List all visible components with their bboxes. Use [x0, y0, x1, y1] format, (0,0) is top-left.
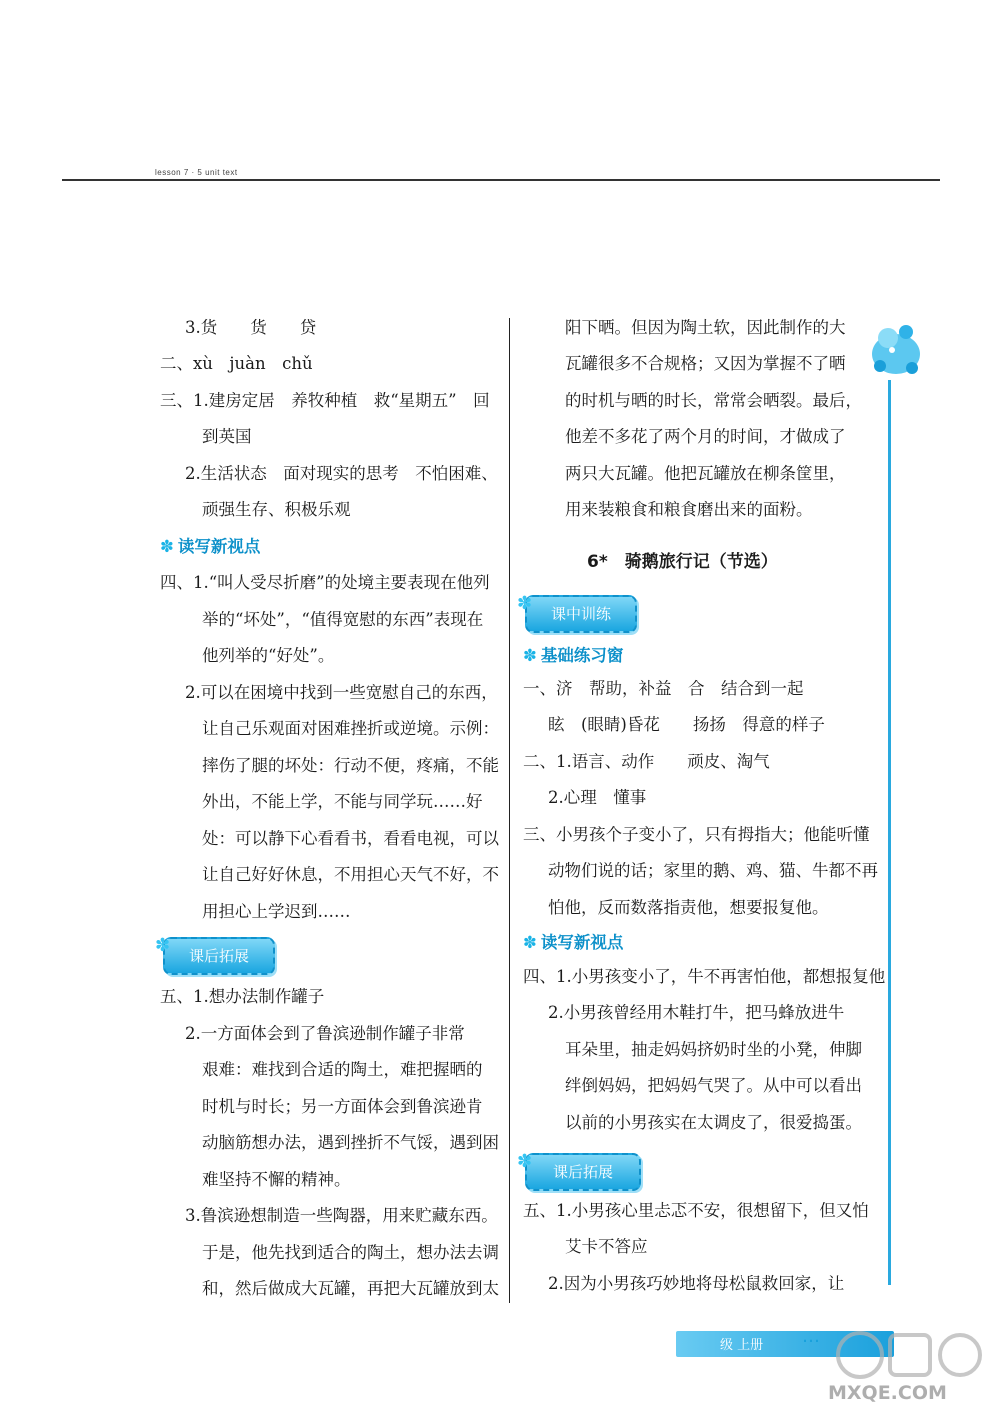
- section-tag: ✽ 课后拓展: [163, 937, 275, 975]
- answer-line: 的时机与晒的时长，常常会晒裂。最后，: [565, 391, 862, 410]
- answer-line: 三、小男孩个子变小了，只有拇指大；他能听懂: [523, 825, 870, 844]
- answer-line: 2.生活状态 面对现实的思考 不怕困难、: [185, 464, 498, 483]
- answer-line: 以前的小男孩实在太调皮了，很爱捣蛋。: [565, 1113, 862, 1132]
- answer-line: 3.货 货 贷: [185, 318, 317, 337]
- star-icon: ✽: [160, 537, 174, 556]
- running-head: lesson 7 · 5 unit text: [155, 168, 238, 177]
- answer-line: 他差不多花了两个月的时间，才做成了: [565, 427, 846, 446]
- answer-line: 用担心上学迟到……: [202, 902, 351, 921]
- answer-line: 2.心理 懂事: [548, 788, 647, 807]
- answer-line: 2.小男孩曾经用木鞋打牛，把马蜂放进牛: [548, 1003, 845, 1022]
- answer-line: 艰难：难找到合适的陶土，难把握晒的: [202, 1060, 483, 1079]
- answer-line: 三、1.建房定居 养牧种植 救“星期五” 回: [160, 391, 490, 410]
- section-title: ✽ 基础练习窗: [523, 646, 624, 665]
- answer-line: 他列举的“好处”。: [202, 646, 335, 665]
- answer-line: 到英国: [202, 427, 252, 446]
- answer-line: 五、1.想办法制作罐子: [160, 987, 325, 1006]
- answer-line: 阳下晒。但因为陶土软，因此制作的大: [565, 318, 846, 337]
- answer-line: 四、1.“叫人受尽折磨”的处境主要表现在他列: [160, 573, 490, 592]
- answer-line: 让自己好好休息，不用担心天气不好，不: [202, 865, 499, 884]
- footer-dots: …: [802, 1326, 820, 1347]
- footer-label: 级 上册: [720, 1338, 764, 1353]
- answer-line: 眩 (眼睛)昏花 扬扬 得意的样子: [548, 715, 825, 734]
- answer-line: 摔伤了腿的坏处：行动不便，疼痛，不能: [202, 756, 499, 775]
- star-icon: ✽: [523, 646, 537, 665]
- margin-rule: [888, 380, 891, 1285]
- answer-line: 时机与时长；另一方面体会到鲁滨逊肯: [202, 1097, 483, 1116]
- column-divider: [509, 318, 510, 1303]
- answer-line: 2.一方面体会到了鲁滨逊制作罐子非常: [185, 1024, 465, 1043]
- section-title: ✽ 读写新视点: [523, 933, 624, 952]
- answer-line: 顽强生存、积极乐观: [202, 500, 351, 519]
- answer-line: 举的“坏处”，“值得宽慰的东西”表现在: [202, 610, 484, 629]
- answer-line: 2.可以在困境中找到一些宽慰自己的东西，: [185, 683, 498, 702]
- answer-line: 二、1.语言、动作 顽皮、淘气: [523, 752, 770, 771]
- answer-line: 动脑筋想办法，遇到挫折不气馁，遇到困: [202, 1133, 499, 1152]
- answer-line: 3.鲁滨逊想制造一些陶器，用来贮藏东西。: [185, 1206, 498, 1225]
- answer-line: 2.因为小男孩巧妙地将母松鼠救回家，让: [548, 1274, 845, 1293]
- cartoon-decoration-icon: [866, 318, 926, 380]
- answer-line: 用来装粮食和粮食磨出来的面粉。: [565, 500, 813, 519]
- answer-line: 一、济 帮助，补益 合 结合到一起: [523, 679, 804, 698]
- section-title: ✽ 读写新视点: [160, 537, 261, 556]
- answer-line: 外出，不能上学，不能与同学玩……好: [202, 792, 483, 811]
- star-icon: ✽: [517, 593, 533, 614]
- answer-line: 和，然后做成大瓦罐，再把大瓦罐放到太: [202, 1279, 499, 1298]
- star-icon: ✽: [523, 933, 537, 952]
- answer-line: 让自己乐观面对困难挫折或逆境。示例：: [202, 719, 499, 738]
- watermark-url: MXQE.COM: [828, 1382, 947, 1404]
- section-tag: ✽ 课中训练: [525, 595, 637, 633]
- header-rule: [62, 179, 940, 181]
- answer-line: 两只大瓦罐。他把瓦罐放在柳条筐里，: [565, 464, 846, 483]
- section-tag: ✽ 课后拓展: [525, 1153, 641, 1191]
- answer-line: 怕他，反而数落指责他，想要报复他。: [548, 898, 829, 917]
- answer-line: 瓦罐很多不合规格；又因为掌握不了晒: [565, 354, 846, 373]
- answer-line: 于是，他先找到适合的陶土，想办法去调: [202, 1243, 499, 1262]
- answer-line: 动物们说的话；家里的鹅、鸡、猫、牛都不再: [548, 861, 878, 880]
- star-icon: ✽: [517, 1151, 533, 1172]
- answer-line: 二、xù juàn chǔ: [160, 354, 313, 373]
- answer-line: 耳朵里，抽走妈妈挤奶时坐的小凳，伸脚: [565, 1040, 862, 1059]
- answer-line: 艾卡不答应: [565, 1237, 648, 1256]
- answer-line: 处：可以静下心看看书，看看电视，可以: [202, 829, 499, 848]
- answer-line: 难坚持不懈的精神。: [202, 1170, 351, 1189]
- answer-line: 绊倒妈妈，把妈妈气哭了。从中可以看出: [565, 1076, 862, 1095]
- star-icon: ✽: [155, 935, 171, 956]
- lesson-title: 6* 骑鹅旅行记（节选）: [587, 552, 778, 572]
- answer-line: 五、1.小男孩心里忐忑不安，很想留下，但又怕: [523, 1201, 869, 1220]
- answer-line: 四、1.小男孩变小了，牛不再害怕他，都想报复他: [523, 967, 886, 986]
